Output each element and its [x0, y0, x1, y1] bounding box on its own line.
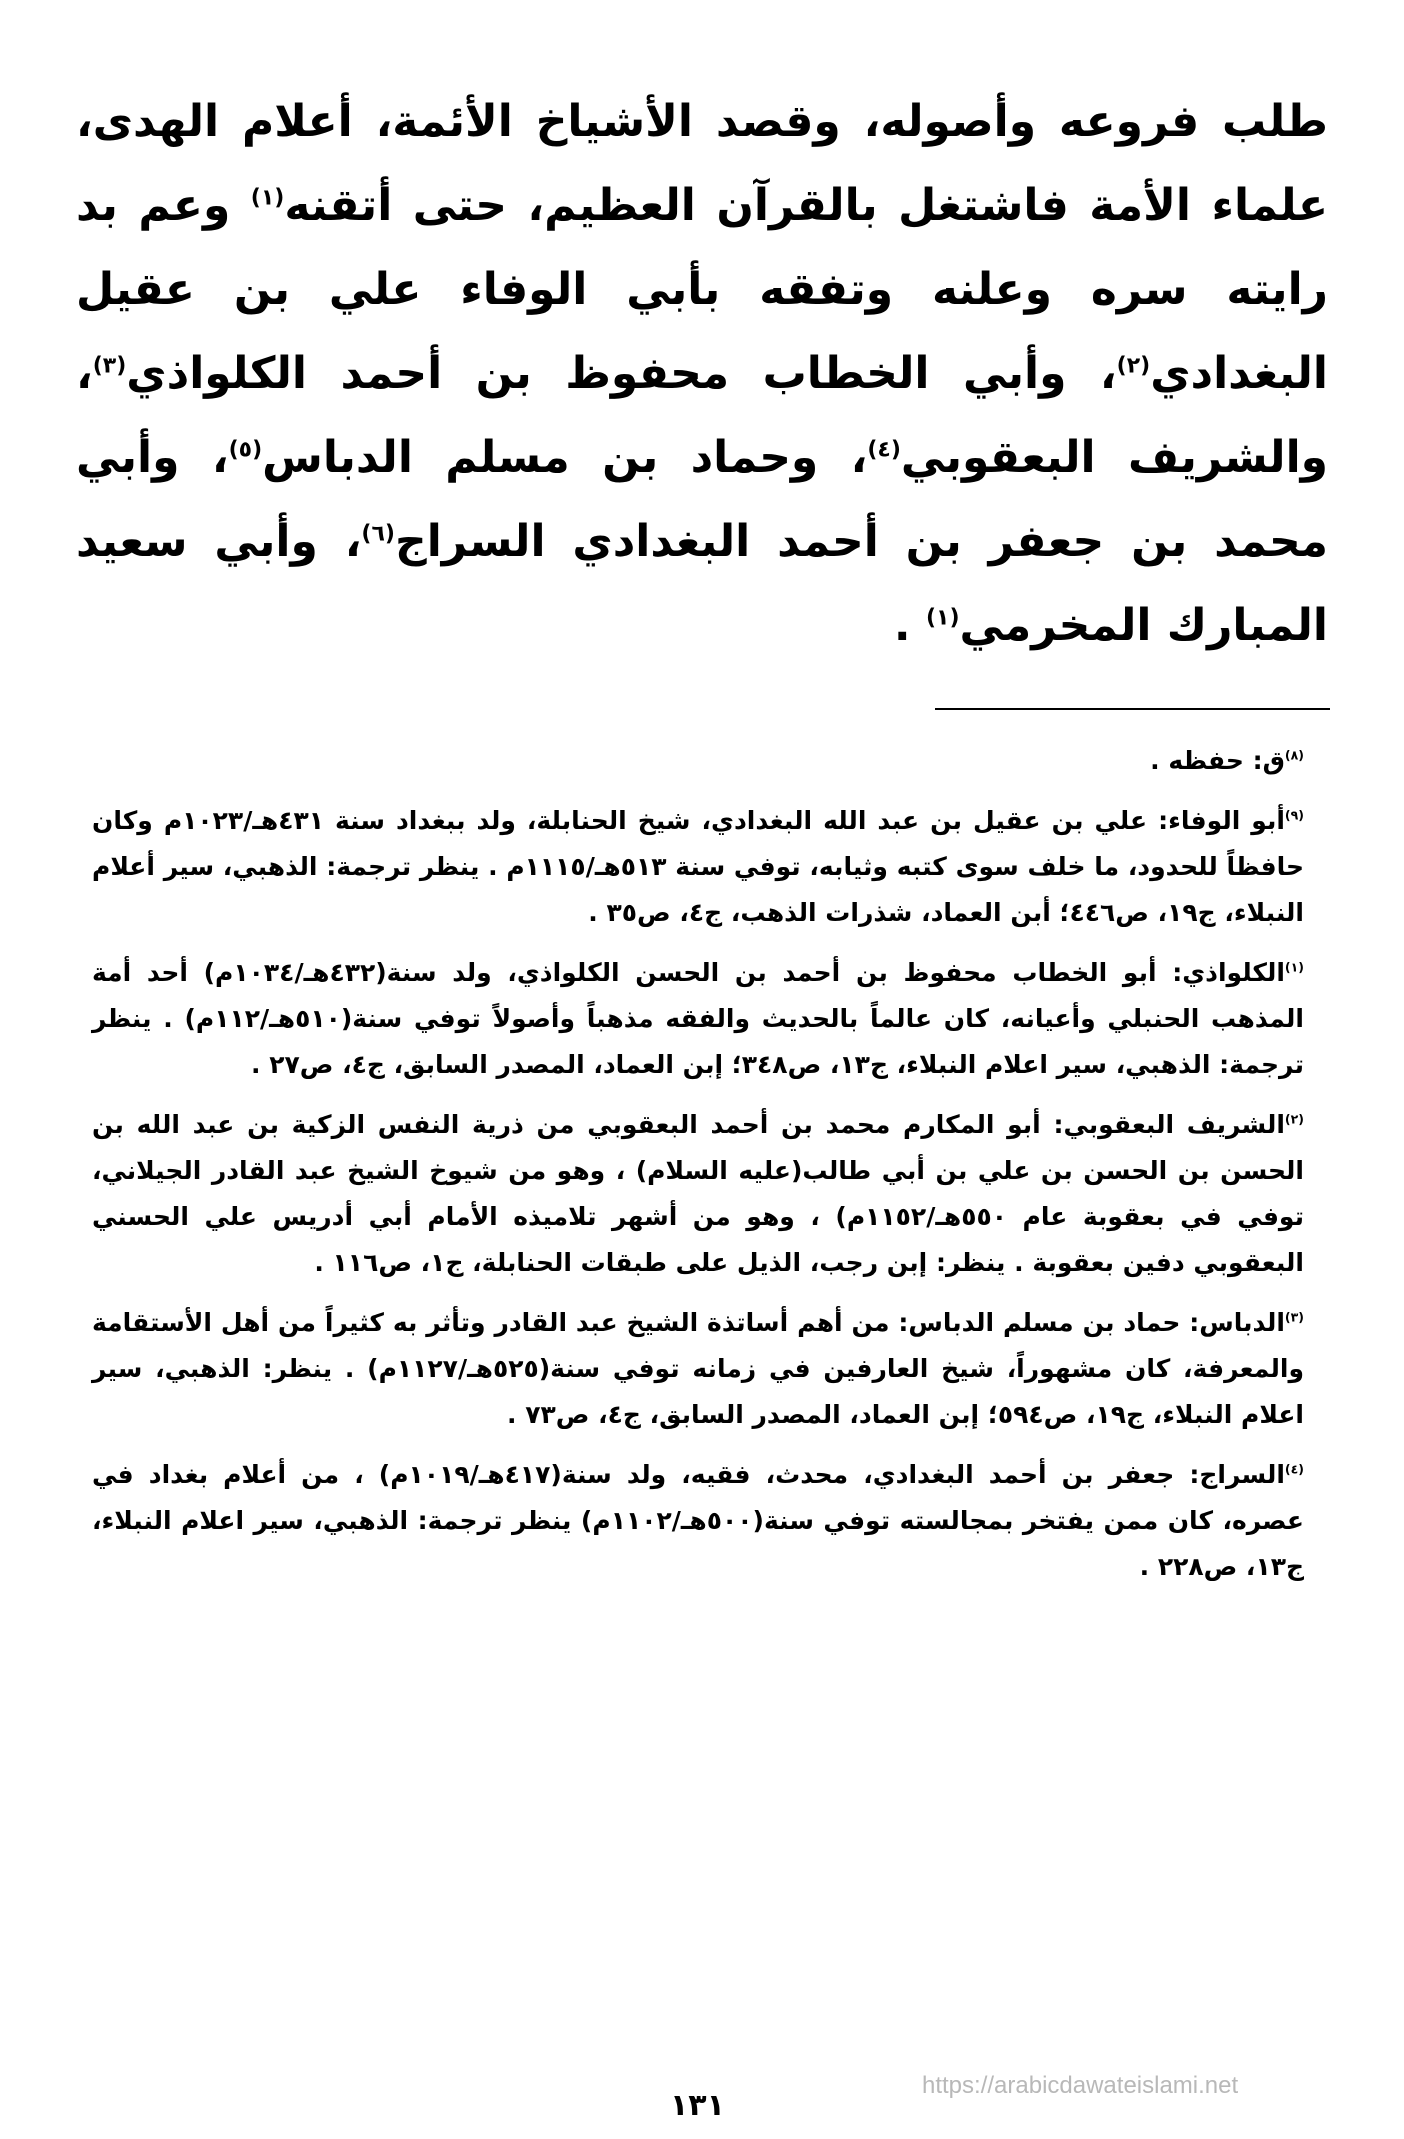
text-run: ، [179, 432, 229, 483]
text-run: العظيم، حتى أتقنه [284, 180, 696, 231]
footnote-marker: (٨) [1284, 747, 1304, 763]
footnote-ref[interactable]: (٥) [228, 437, 263, 463]
footnote-marker: (٣) [1284, 1309, 1304, 1325]
footnote-text: ج٤، ص٣٥ . [588, 898, 723, 927]
footnote [92, 950, 1304, 1088]
text-run: وأبي الخطاب محفوظ بن أحمد الكلواذي [126, 348, 1067, 399]
footnote-ref[interactable]: (٣) [92, 353, 127, 379]
footnote-text: سنة(٥٠٠هـ/١١٠٢م) ينظر ترجمة: الذهبي، سير اعلام النبلاء، ج١٣، ص٢٢٨ . [92, 1506, 1304, 1581]
main-text [76, 80, 1328, 668]
watermark: https://arabicdawateislami.net [922, 2072, 1239, 2099]
footnote-text: السراج: جعفر بن أحمد البغدادي، محدث، فقيه، ولد سنة(٤١٧هـ/١٠١٩م) ، من أعلام بغداد في عصره، كان ممن يفتخر بمجالسته توفي [92, 1460, 1304, 1535]
footnote-marker: (٢) [1284, 1111, 1304, 1127]
footnote-text: الكلواذي: أبو الخطاب محفوظ بن أحمد بن الحسن الكلواذي، ولد سنة(٤٣٢هـ/١٠٣٤م) أحد أمة المذهب الحنبلي وأعيانه، كان عالماً [92, 958, 1304, 1033]
footnote-text: أبي أدريس علي الحسني البعقوبي دفين بعقوبة . ينظر: إبن رجب، الذيل على طبقات الحنابلة، ج١، ص١١٦ . [92, 1202, 1304, 1277]
footnote [92, 1300, 1304, 1438]
footnote-text: أبو الوفاء: علي بن عقيل بن عبد الله البغدادي، شيخ الحنابلة، ولد ببغداد سنة ٤٣١هـ/١٠٢٣م وكان حافظاً للحدود، ما خلف سوى [92, 806, 1304, 881]
footnote-ref[interactable]: (٤) [867, 437, 901, 463]
text-run: ، وحماد بن مسلم الدباس [262, 432, 868, 483]
footnote [92, 738, 1304, 784]
main-line-text: طلب فروعه وأصوله، وقصد الأشياخ الأئمة، أعلام الهدى، علماء الأمة فاشتغل بالقرآن [76, 96, 1329, 231]
footnote-text: كتبه وثيابه، توفي سنة ٥١٣هـ/١١١٥م . ينظر ترجمة: الذهبي، سير أعلام النبلاء، ج١٩، ص٤٤٦؛ أبن العماد، شذرات الذهب، [92, 852, 1304, 927]
text-run: ، والشريف البعقوبي [76, 348, 1329, 483]
footnote [92, 1452, 1304, 1590]
footnote-text: ق: حفظه . [1150, 746, 1285, 775]
footnote-ref[interactable]: (٦) [361, 521, 395, 547]
footnote-text: العارفين في زمانه توفي سنة(٥٢٥هـ/١١٢٧م) . ينظر: الذهبي، سير اعلام النبلاء، ج١٩، ص٥٩٤؛ إبن العماد، المصدر [92, 1354, 1304, 1429]
footnote [92, 798, 1304, 936]
footnote-ref[interactable]: (٢) [1116, 353, 1151, 379]
footnote-ref[interactable]: (١) [250, 185, 285, 211]
footnote-text: الشريف البعقوبي: أبو المكارم محمد بن أحمد البعقوبي من ذرية النفس الزكية بن عبد الله بن الحسن بن الحسن بن علي بن أبي [92, 1110, 1304, 1185]
page-number: ١٣١ [670, 2088, 725, 2123]
footnote-text: طالب(عليه السلام) ، وهو من شيوخ الشيخ عبد القادر الجيلاني، توفي في بعقوبة عام ٥٥٠هـ/١١٥٢م) ، وهو من أشهر تلاميذه الأمام [92, 1156, 1304, 1231]
footnote-marker: (٩) [1284, 807, 1304, 823]
footnote [92, 1102, 1304, 1286]
footnote-ref[interactable]: (١) [925, 605, 960, 631]
footnote-text: السابق، ج٤، ص٧٣ . [507, 1400, 744, 1429]
footnotes [92, 738, 1304, 1604]
footnote-text: الدباس: حماد بن مسلم الدباس: من أهم أساتذة الشيخ عبد القادر وتأثر به كثيراً من أهل الأستقامة والمعرفة، كان مشهوراً، شيخ [92, 1308, 1304, 1383]
footnote-marker: (٤) [1284, 1461, 1304, 1477]
footnote-text: بالحديث والفقه مذهباً وأصولاً توفي سنة(٥١٠هـ/١١٢م) . ينظر ترجمة: الذهبي، سير اعلام النبلاء، ج١٣، ص٣٤٨؛ إبن [92, 1004, 1304, 1079]
text-run: . [893, 600, 926, 651]
text-run: ، [1066, 348, 1117, 399]
text-run: وأبي محمد بن جعفر بن أحمد البغدادي السراج [76, 432, 1328, 567]
text-run: ، وأبي سعيد المبارك المخرمي [76, 516, 1328, 651]
footnote-text: العماد، المصدر السابق، ج٤، ص٢٧ . [251, 1050, 674, 1079]
footnote-marker: (١) [1284, 959, 1304, 975]
text-run: وعم بد رايته سره وعلنه وتفقه بأبي الوفاء علي بن عقيل البغدادي [76, 180, 1328, 399]
footnote-separator [935, 708, 1330, 710]
